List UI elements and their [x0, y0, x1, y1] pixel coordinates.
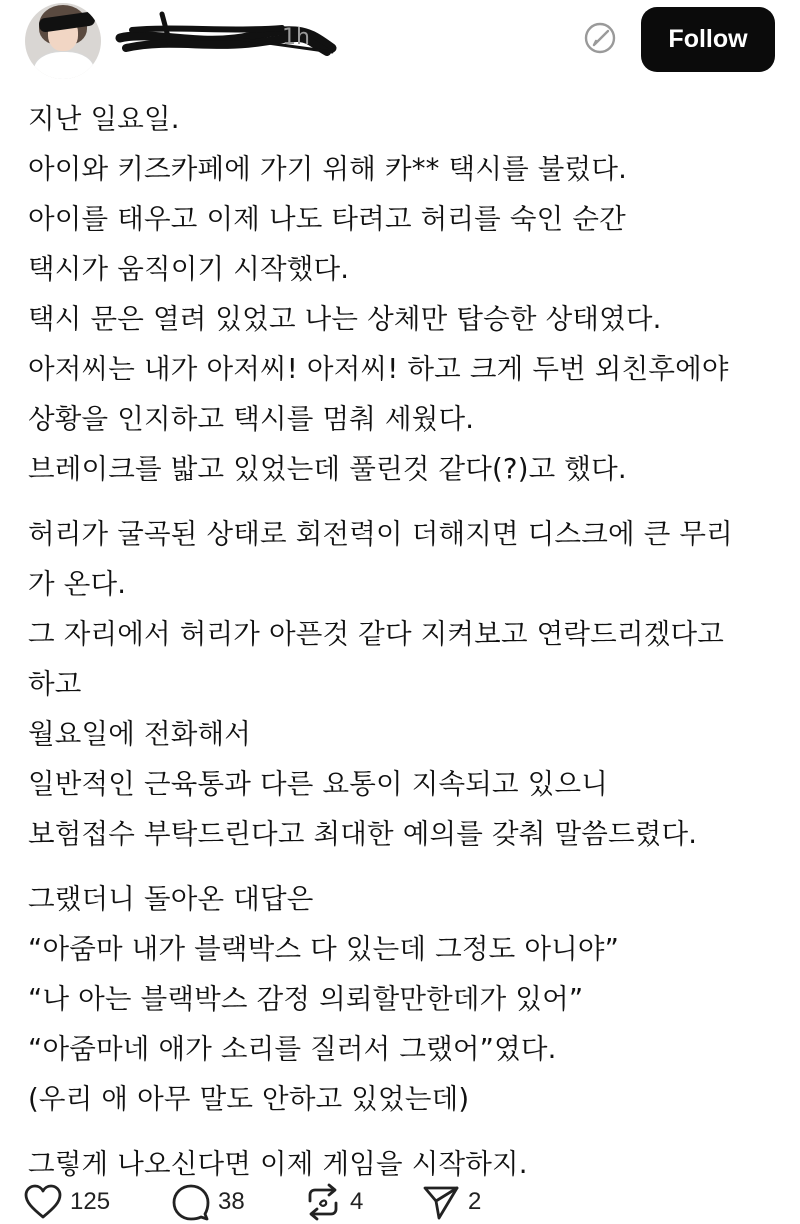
repost-count: 4 [350, 1188, 364, 1215]
post-text-line: 월요일에 전화해서 [28, 718, 252, 750]
post-text-line: 하고 [28, 668, 82, 700]
heart-icon [24, 1184, 62, 1220]
post-text-line: “나 아는 블랙박스 감정 의뢰할만한데가 있어” [28, 983, 584, 1015]
post-text-line: 아이와 키즈카페에 가기 위해 카** 택시를 불렀다. [28, 153, 628, 185]
post-text-line: 일반적인 근육통과 다른 요통이 지속되고 있으니 [28, 768, 609, 800]
post-text-line: 허리가 굴곡된 상태로 회전력이 더해지면 디스크에 큰 무리 [28, 518, 733, 550]
repost-icon [304, 1183, 342, 1221]
share-action[interactable] [422, 1180, 481, 1224]
post-actions [22, 1180, 782, 1224]
follow-button[interactable]: Follow [641, 7, 775, 72]
post-text-line: 지난 일요일. [28, 103, 180, 135]
send-icon [422, 1183, 460, 1221]
post-text-line: 보험접수 부탁드린다고 최대한 예의를 갖춰 말씀드렸다. [28, 818, 698, 850]
post-paragraph [28, 509, 788, 859]
post-text-line: 택시 문은 열려 있었고 나는 상체만 탑승한 상태였다. [28, 303, 662, 335]
post-text-line: 아저씨는 내가 아저씨! 아저씨! 하고 크게 두번 외친후에야 [28, 353, 729, 385]
post-text-line: 브레이크를 밟고 있었는데 풀린것 같다(?)고 했다. [28, 453, 627, 485]
avatar-body [33, 51, 95, 79]
reply-action[interactable] [172, 1180, 245, 1224]
post-paragraph [28, 94, 788, 494]
post-text-line: 그랬더니 돌아온 대답은 [28, 883, 314, 915]
repost-action[interactable] [304, 1180, 363, 1224]
avatar[interactable] [25, 3, 101, 79]
post-text-line: 그렇게 나오신다면 이제 게임을 시작하지. [28, 1148, 528, 1180]
post-text-line: (우리 애 아무 말도 안하고 있었는데) [28, 1083, 470, 1115]
post-text-line: 가 온다. [28, 568, 127, 600]
post-timestamp: 1h [282, 25, 310, 50]
post-header [0, 0, 800, 84]
post-text-line: “아줌마네 애가 소리를 질러서 그랬어”였다. [28, 1033, 557, 1065]
post-paragraph [28, 874, 788, 1124]
like-action[interactable] [24, 1180, 110, 1224]
post-text-line: “아줌마 내가 블랙박스 다 있는데 그정도 아니야” [28, 933, 620, 965]
post-text-line: 택시가 움직이기 시작했다. [28, 253, 350, 285]
post-text-line: 그 자리에서 허리가 아픈것 같다 지켜보고 연락드리겠다고 [28, 618, 725, 650]
like-count: 125 [70, 1188, 111, 1215]
reply-count: 38 [218, 1188, 245, 1215]
post-text-line: 상황을 인지하고 택시를 멈춰 세웠다. [28, 403, 475, 435]
edit-compose-icon[interactable] [582, 20, 618, 56]
post-body [28, 94, 788, 1204]
post-text-line: 아이를 태우고 이제 나도 타려고 허리를 숙인 순간 [28, 203, 626, 235]
comment-bubble-icon [172, 1183, 210, 1221]
share-count: 2 [468, 1188, 482, 1215]
